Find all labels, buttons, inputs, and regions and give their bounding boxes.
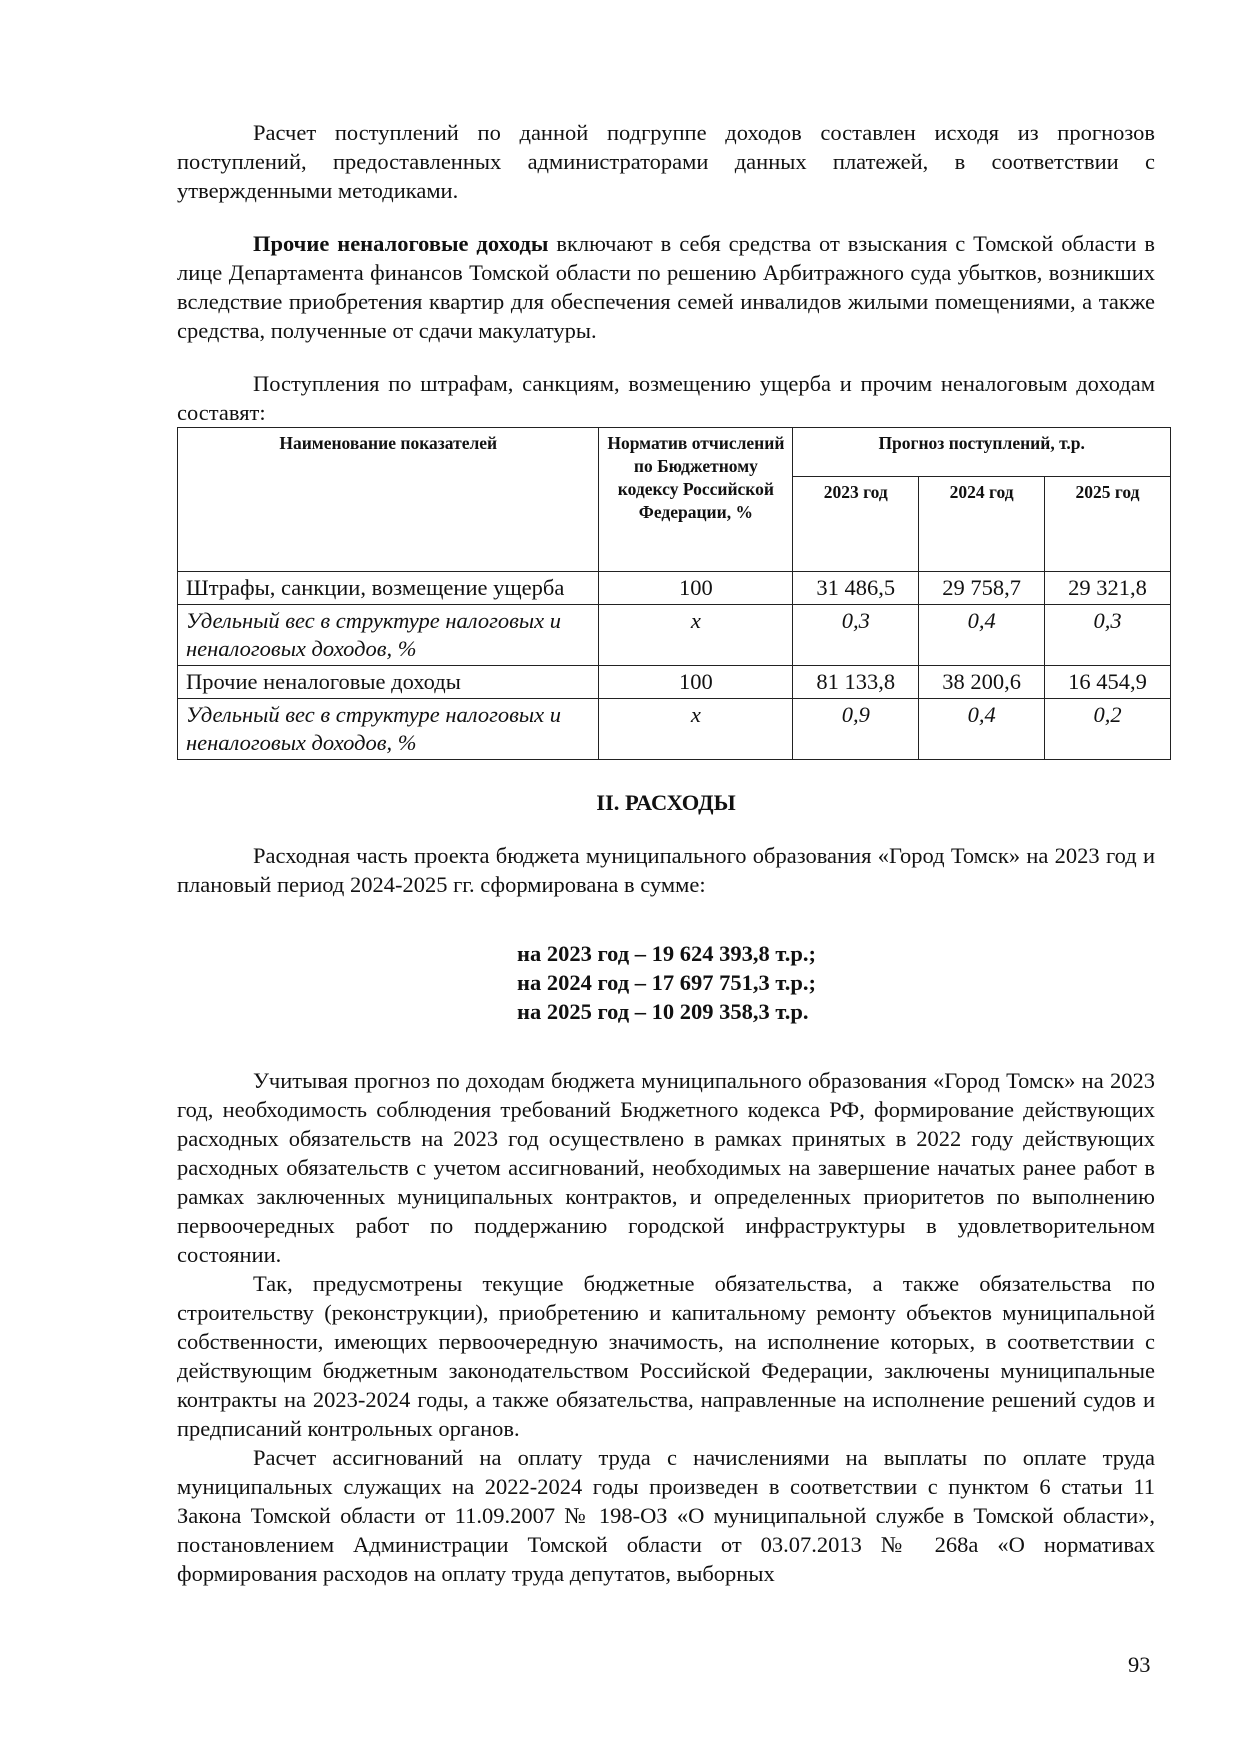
row-value-2024: 0,4 xyxy=(919,605,1045,666)
revenue-forecast-table xyxy=(177,427,1171,760)
row-value-2025: 16 454,9 xyxy=(1045,666,1171,699)
page-number: 93 xyxy=(1128,1652,1151,1677)
row-value-2024: 38 200,6 xyxy=(919,666,1045,699)
header-year-2023: 2023 год xyxy=(793,477,919,572)
row-value-2025: 0,3 xyxy=(1045,605,1171,666)
row-name: Удельный вес в структуре налоговых и неналоговых доходов, % xyxy=(178,699,599,760)
table-row xyxy=(178,666,1171,699)
expense-total-2025: на 2025 год – 10 209 358,3 т.р. xyxy=(517,999,809,1024)
header-year-2025: 2025 год xyxy=(1045,477,1171,572)
row-value-2023: 0,9 xyxy=(793,699,919,760)
row-value-2025: 29 321,8 xyxy=(1045,572,1171,605)
row-norm: х xyxy=(599,605,793,666)
row-value-2023: 81 133,8 xyxy=(793,666,919,699)
paragraph-fines-intro: Поступления по штрафам, санкциям, возмещению ущерба и прочим неналоговым доходам составят: xyxy=(177,371,1155,425)
paragraph-other-nontax-income xyxy=(177,229,1155,345)
row-norm: х xyxy=(599,699,793,760)
header-norm: Норматив отчислений по Бюджетному кодексу Российской Федерации, % xyxy=(599,428,793,572)
table-row xyxy=(178,699,1171,760)
row-name: Штрафы, санкции, возмещение ущерба xyxy=(178,572,599,605)
row-value-2024: 29 758,7 xyxy=(919,572,1045,605)
table-row xyxy=(178,572,1171,605)
row-norm: 100 xyxy=(599,572,793,605)
row-name: Удельный вес в структуре налоговых и неналоговых доходов, % xyxy=(178,605,599,666)
row-value-2023: 31 486,5 xyxy=(793,572,919,605)
header-forecast: Прогноз поступлений, т.р. xyxy=(793,428,1171,477)
header-indicator-name: Наименование показателей xyxy=(178,428,599,572)
row-name: Прочие неналоговые доходы xyxy=(178,666,599,699)
row-norm: 100 xyxy=(599,666,793,699)
table-header-row xyxy=(178,428,1171,477)
paragraph-salary-calculation: Расчет ассигнований на оплату труда с начислениями на выплаты по оплате труда муниципальных служащих на 2022-2024 годы произведен в соответствии с пунктом 6 статьи 11 Закона Томской области от 11.09.2007 № 198-ОЗ «О муниципальной службе в Томской области», постановлением Администрации Томской области от 03.07.2013 № 268а «О нормативах формирования расходов на оплату труда депутатов, выборных xyxy=(177,1445,1155,1586)
header-year-2024: 2024 год xyxy=(919,477,1045,572)
paragraph-other-nontax-text: включают в себя средства от взыскания с Томской области в лице Департамента финансов Томской области по решению Арбитражного суда убытков, возникших вследствие приобретения квартир для обеспечения семей инвалидов жилыми помещениями, а также средства, полученные от сдачи макулатуры. xyxy=(177,231,1155,343)
bold-term-other-nontax: Прочие неналоговые доходы xyxy=(253,231,549,256)
section-title-expenses: II. РАСХОДЫ xyxy=(596,790,736,815)
paragraph-expenses-intro: Расходная часть проекта бюджета муниципального образования «Город Томск» на 2023 год и плановый период 2024-2025 гг. сформирована в сумме: xyxy=(177,843,1155,897)
expense-total-2023: на 2023 год – 19 624 393,8 т.р.; xyxy=(517,941,816,966)
expense-totals xyxy=(177,939,1155,1026)
paragraph-income-calculation: Расчет поступлений по данной подгруппе доходов составлен исходя из прогнозов поступлений, предоставленных администраторами данных платежей, в соответствии с утвержденными методиками. xyxy=(177,120,1155,203)
expense-total-2024: на 2024 год – 17 697 751,3 т.р.; xyxy=(517,970,816,995)
page-content xyxy=(177,118,1155,1588)
paragraph-obligations: Так, предусмотрены текущие бюджетные обязательства, а также обязательства по строительству (реконструкции), приобретению и капитальному ремонту объектов муниципальной собственности, имеющих первоочередную значимость, на исполнение которых, в соответствии с действующим бюджетным законодательством Российской Федерации, заключены муниципальные контракты на 2023-2024 годы, а также обязательства, направленные на исполнение решений судов и предписаний контрольных органов. xyxy=(177,1271,1155,1441)
row-value-2025: 0,2 xyxy=(1045,699,1171,760)
table-row xyxy=(178,605,1171,666)
paragraph-revenue-forecast: Учитывая прогноз по доходам бюджета муниципального образования «Город Томск» на 2023 год, необходимость соблюдения требований Бюджетного кодекса РФ, формирование действующих расходных обязательств на 2023 год осуществлено в рамках принятых в 2022 году действующих расходных обязательств с учетом ассигнований, необходимых на завершение начатых ранее работ в рамках заключенных муниципальных контрактов, и определенных приоритетов по выполнению первоочередных работ по поддержанию городской инфраструктуры в удовлетворительном состоянии. xyxy=(177,1068,1155,1267)
row-value-2024: 0,4 xyxy=(919,699,1045,760)
row-value-2023: 0,3 xyxy=(793,605,919,666)
